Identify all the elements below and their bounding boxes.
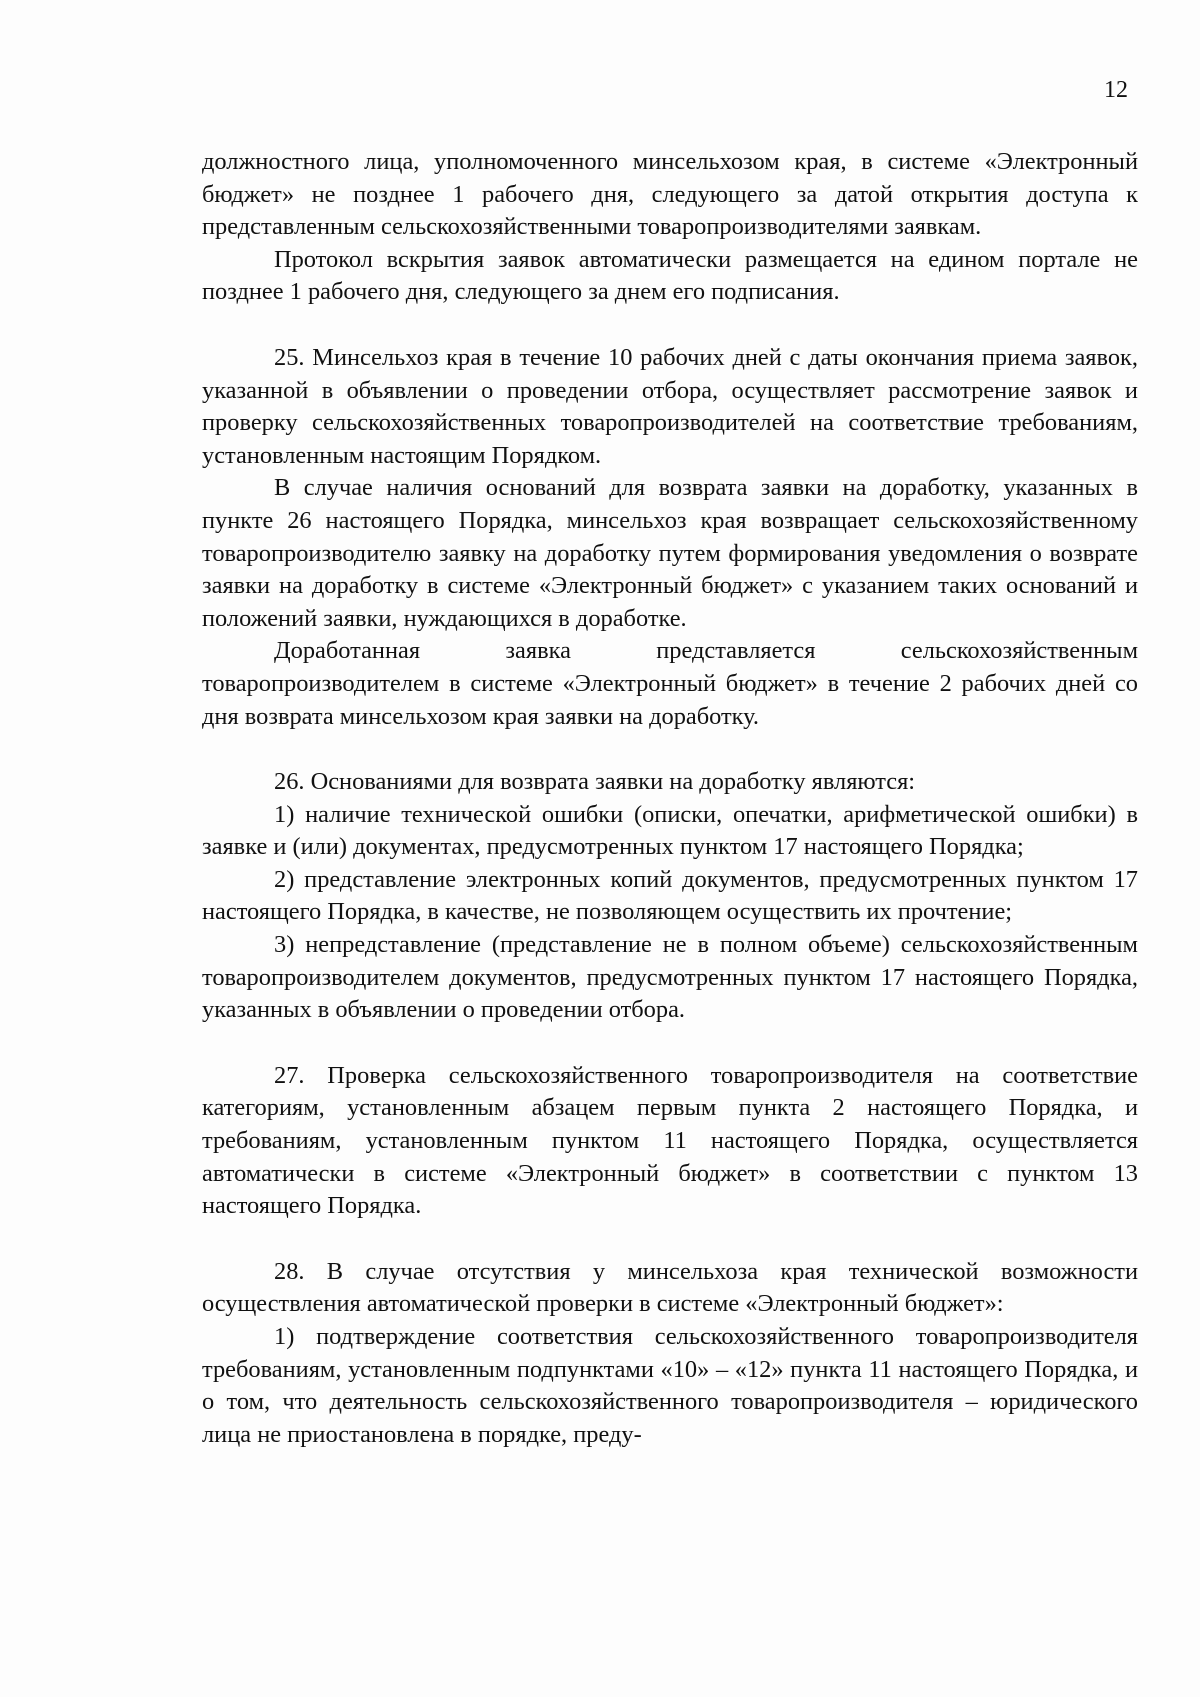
paragraph-27: 27. Проверка сельскохозяйственного товаропроизводителя на соответствие категориям, установленным абзацем первым пункта 2 настоящего Порядка, и требованиям, установленным пунктом 11 настоящего Порядка, осуществляется автоматически в системе «Электронный бюджет» в соответствии с пунктом 13 настоящего Порядка. [202, 1061, 1138, 1220]
paragraph-continuation: должностного лица, уполномоченного минсельхозом края, в системе «Электронный бюджет» не позднее 1 рабочего дня, следующего за датой открытия доступа к представленным сельскохозяйственными товаропроизводителями заявкам. [202, 148, 1138, 241]
paragraph-25-return: В случае наличия оснований для возврата заявки на доработку, указанных в пункте 26 настоящего Порядка, минсельхоз края возвращает сельскохозяйственному товаропроизводителю заявку на доработку путем формирования уведомления о возврате заявки на доработку в системе «Электронный бюджет» с указанием таких оснований и положений заявки, нуждающихся в доработке. [202, 474, 1138, 632]
paragraph-28: 28. В случае отсутствия у минсельхоза края технической возможности осуществления автоматической проверки в системе «Электронный бюджет»: [202, 1257, 1138, 1318]
paragraph-26: 26. Основаниями для возврата заявки на доработку являются: [274, 768, 916, 796]
paragraph-26-item-1: 1) наличие технической ошибки (описки, опечатки, арифметической ошибки) в заявке и (или) документах, предусмотренных пунктом 17 настоящего Порядка; [202, 800, 1138, 861]
document-body [202, 146, 1138, 1451]
page-number: 12 [1104, 77, 1128, 103]
paragraph-26-item-2: 2) представление электронных копий документов, предусмотренных пунктом 17 настоящего Порядка, в качестве, не позволяющем осуществить их прочтение; [202, 865, 1138, 926]
paragraph-28-item-1: 1) подтверждение соответствия сельскохозяйственного товаропроизводителя требованиям, установленным подпунктами «10» – «12» пункта 11 настоящего Порядка, и о том, что деятельность сельскохозяйственного товаропроизводителя – юридического лица не приостановлена в порядке, преду- [202, 1323, 1138, 1448]
paragraph-25-revised: Доработанная заявка представляется сельскохозяйственным товаропроизводителем в системе «Электронный бюджет» в течение 2 рабочих дней со дня возврата минсельхозом края заявки на доработку. [202, 637, 1138, 730]
paragraph-25: 25. Минсельхоз края в течение 10 рабочих дней с даты окончания приема заявок, указанной в объявлении о проведении отбора, осуществляет рассмотрение заявок и проверку сельскохозяйственных товаропроизводителей на соответствие требованиям, установленным настоящим Порядком. [202, 343, 1138, 469]
paragraph-26-item-3: 3) непредставление (представление не в полном объеме) сельскохозяйственным товаропроизводителем документов, предусмотренных пунктом 17 настоящего Порядка, указанных в объявлении о проведении отбора. [202, 931, 1138, 1024]
paragraph-protocol: Протокол вскрытия заявок автоматически размещается на едином портале не позднее 1 рабочего дня, следующего за днем его подписания. [202, 245, 1138, 306]
